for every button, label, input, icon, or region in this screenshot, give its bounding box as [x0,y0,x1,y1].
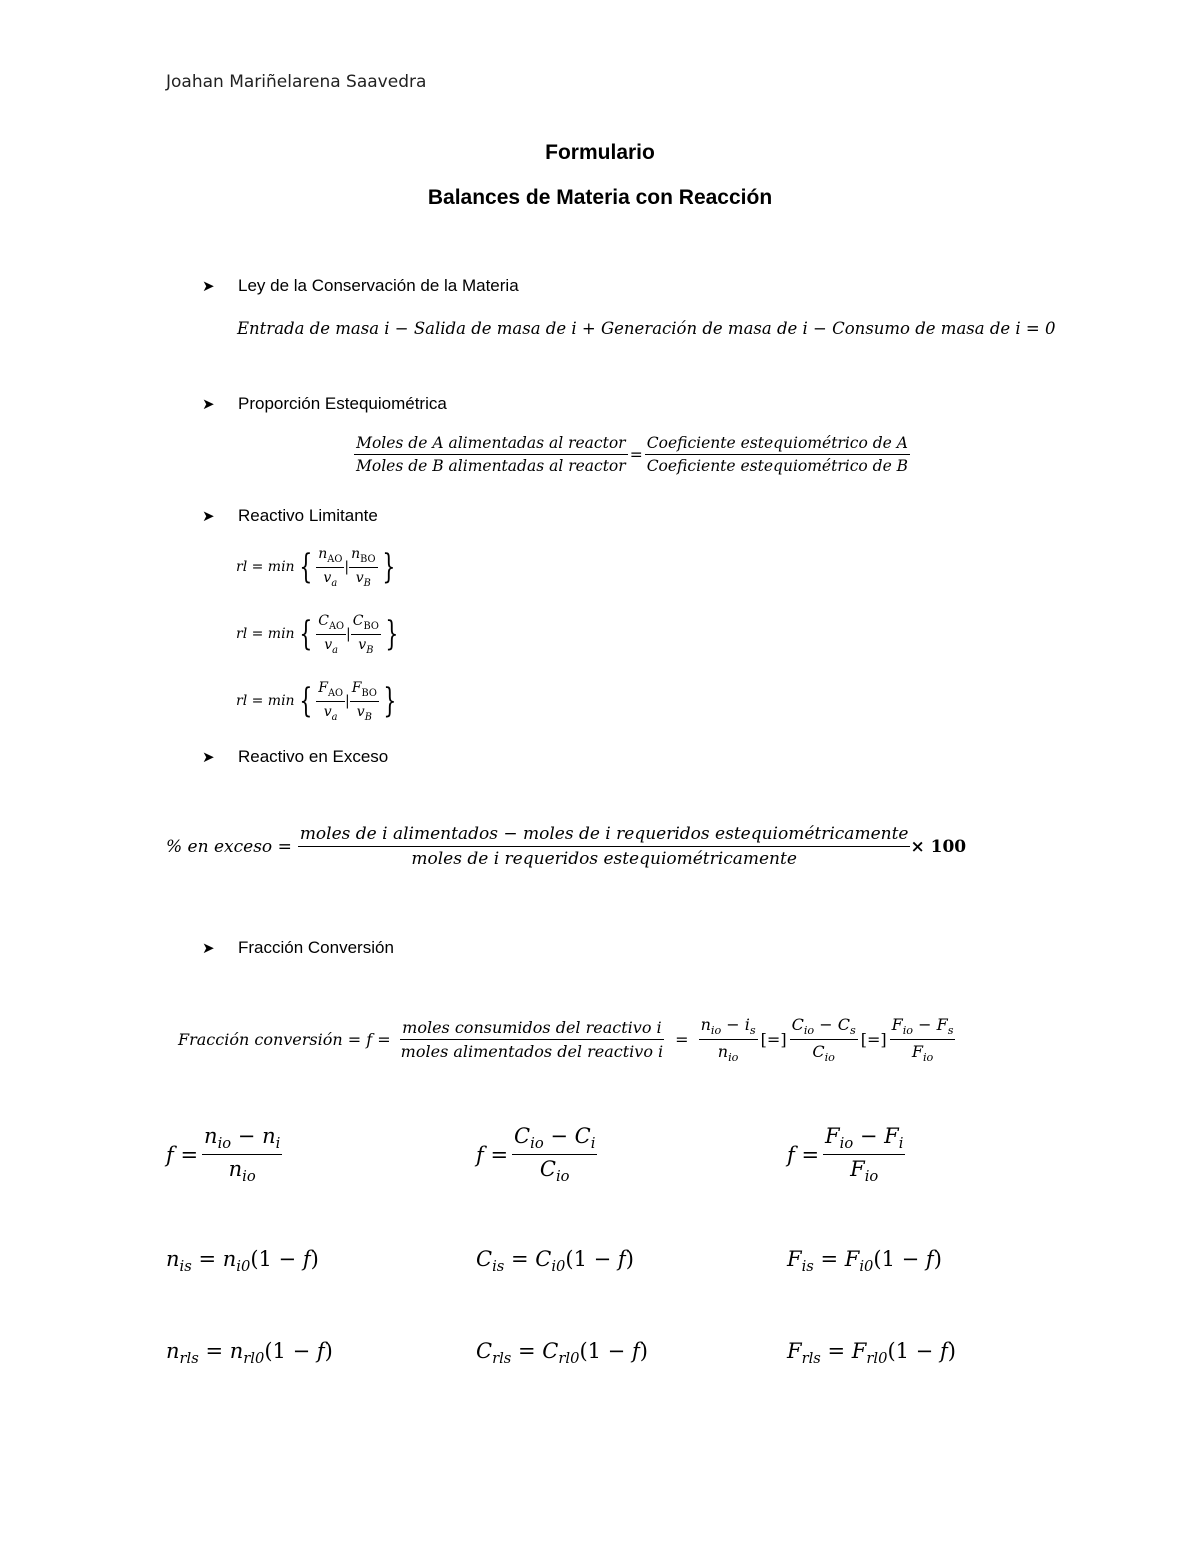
fraction-left [354,434,628,475]
equation-is-c: $C_{is} = C_{i0}(1 - f)$ [476,1247,634,1276]
equation-rls-F: $F_{rls} = F_{rl0}(1 - f)$ [787,1339,956,1368]
bullet-label: Proporción Estequiométrica [238,394,447,413]
page-subtitle: Balances de Materia con Reacción [427,186,773,209]
fraction-denominator: moles de i requeridos estequiométricamente [411,849,797,869]
arrow-bullet-icon: ➤ [202,396,215,413]
equation-limiting-3: rl = min { $\frac{F_{AO}}{v_a}$ | $\frac{F_{BO}}{v_B}$ } [236,680,397,723]
fraction-denominator: Coeficiente estequiométrico de B [646,457,909,475]
bullet-conversion [202,938,394,958]
page-title: Formulario [545,141,655,164]
equation-f-n: f = $\frac{n_{io} - n_i}{n_{io}}$ [166,1124,281,1186]
equation-f-c: f = $\frac{C_{io} - C_i}{C_{io}}$ [476,1124,596,1186]
fraction-numerator: Moles de A alimentadas al reactor [354,434,627,455]
equals-sign: = [675,1030,689,1050]
equation-rls-n: $n_{rls} = n_{rl0}(1 - f)$ [166,1339,333,1368]
equation-f-F: f = $\frac{F_{io} - F_i}{F_{io}}$ [787,1124,904,1186]
equation-rls-c: $C_{rls} = C_{rl0}(1 - f)$ [476,1339,648,1368]
fraction-excess [298,824,911,869]
equation-lhs: rl = min [236,693,295,710]
equation-rhs: × 100 [910,836,967,857]
arrow-bullet-icon: ➤ [202,940,215,957]
equation-is-n: $n_{is} = n_{i0}(1 - f)$ [166,1247,319,1276]
equation-lhs: Fracción conversión = f = [178,1030,391,1050]
equivalence-sign: [=] [860,1030,887,1050]
equation-lhs: % en exceso = [166,836,292,857]
equation-limiting-1: rl = min { $\frac{n_{AO}}{v_a}$ | $\frac{n_{BO}}{v_B}$ } [236,546,395,589]
equation-excess [166,824,966,869]
bullet-label: Fracción Conversión [238,938,394,957]
equation-proportion [354,434,910,475]
bullet-proportion [202,394,447,414]
bullet-conservation [202,276,519,296]
equation-conservation: Entrada de masa i − Salida de masa de i + Generación de masa de i − Consumo de masa de i = 0 [237,319,1056,338]
arrow-bullet-icon: ➤ [202,749,215,766]
fraction-right [645,434,910,475]
fraction-numerator: moles consumidos del reactivo i [400,1018,664,1040]
bullet-excess [202,747,388,767]
equation-conversion: Fracción conversión = f = $\frac{\text{moles consumidos del reactivo i}}{\text{moles alimentados del reactivo i}}$ = $\frac{n_{io} - i_s}{n_{io}}$ [=] $\frac{C_{io} - C_s}{C_{io}}$ [=] $\frac{F_{io} - F_s}{F_{io}}$ [178,1015,954,1065]
equation-lhs: rl = min [236,626,295,643]
arrow-bullet-icon: ➤ [202,508,215,525]
equals-sign: = [629,445,643,464]
bullet-label: Ley de la Conservación de la Materia [238,276,519,295]
bullet-limiting [202,506,378,526]
arrow-bullet-icon: ➤ [202,278,215,295]
equation-is-F: $F_{is} = F_{i0}(1 - f)$ [787,1247,942,1276]
equation-lhs: rl = min [236,559,295,576]
fraction-numerator: moles de i alimentados − moles de i requeridos estequiométricamente [298,824,911,847]
equation-limiting-2: rl = min { $\frac{C_{AO}}{v_a}$ | $\frac{C_{BO}}{v_B}$ } [236,613,399,656]
equivalence-sign: [=] [760,1030,787,1050]
fraction-denominator: Moles de B alimentadas al reactor [356,457,626,475]
bullet-label: Reactivo en Exceso [238,747,389,766]
fraction-numerator: Coeficiente estequiométrico de A [645,434,910,455]
author-name: Joahan Mariñelarena Saavedra [166,72,427,92]
fraction-denominator: moles alimentados del reactivo i [400,1042,664,1062]
bullet-label: Reactivo Limitante [238,506,378,525]
fraction-conversion [399,1018,666,1061]
